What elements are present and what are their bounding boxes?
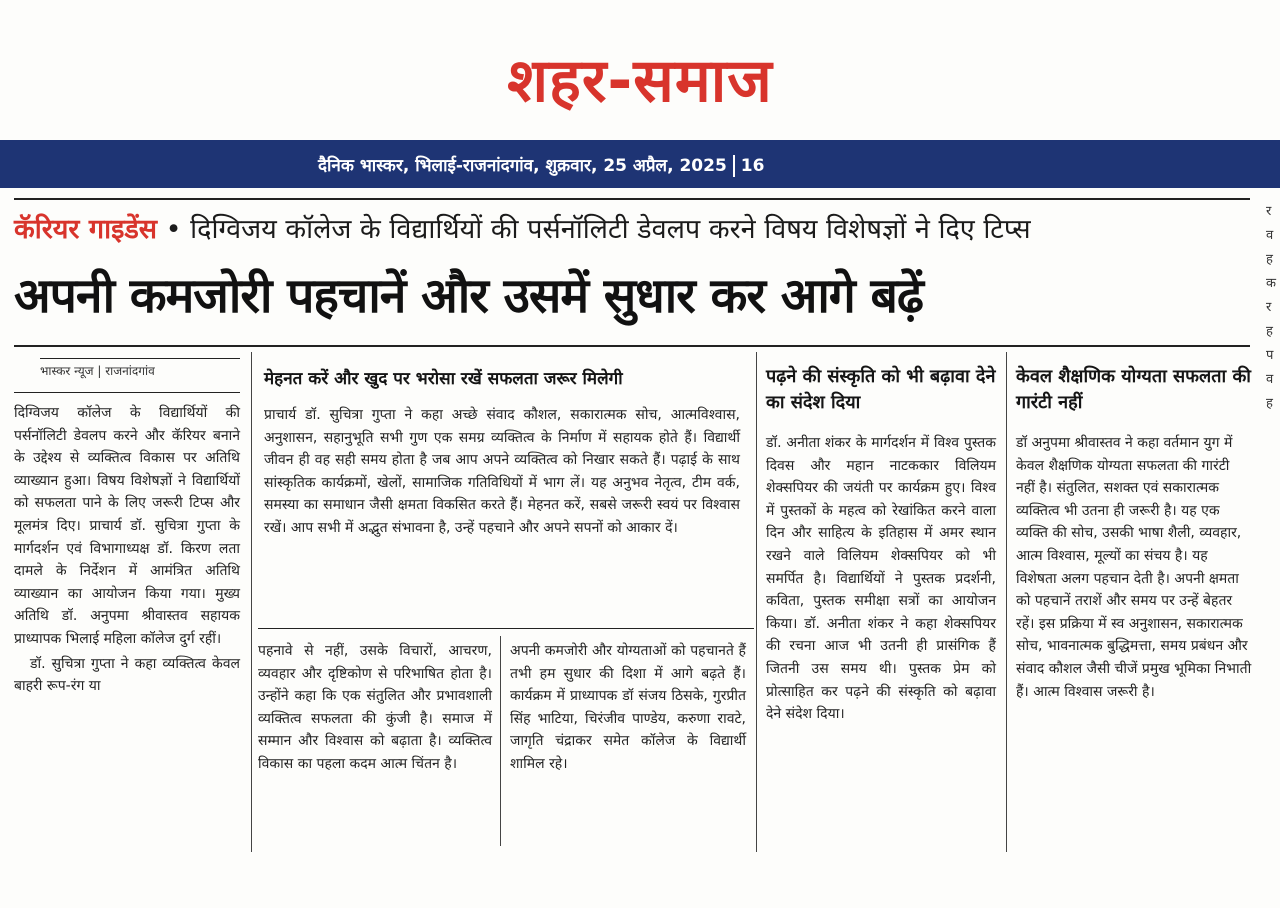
byline-bottom-rule — [14, 392, 240, 393]
center-top-body: प्राचार्य डॉ. सुचित्रा गुप्ता ने कहा अच्छे संवाद कौशल, सकारात्मक सोच, आत्मविश्वास, अनुशासन, सहानुभूति सभी गुण एक समग्र व्यक्तित्व के निर्माण में सहायक होते हैं। विद्यार्थी जीवन ही वह सही समय होता है जब आप अपने व्यक्तित्व को निखार सकते हैं। पढ़ाई के साथ सांस्कृतिक कार्यक्रमों, खेलों, सामाजिक गतिविधियों में भाग लें। यह अनुभव नेतृत्व, टीम वर्क, समस्या का समाधान जैसी क्षमता विकसित करते हैं। मेहनत करें, सबसे जरूरी स्वयं पर विश्वास रखें। आप सभी में अद्भुत संभावना है, उन्हें पहचाने और अपने सपनों को आकार दें। — [264, 407, 740, 536]
kicker — [14, 208, 1031, 252]
page-number: 16 — [740, 156, 765, 176]
col1-text — [14, 402, 240, 698]
kicker-tag: कॅरियर गाइडेंस — [14, 214, 158, 245]
date-text: दैनिक भास्कर, भिलाई-राजनांदगांव, शुक्रवार, 25 अप्रैल, 2025 — [318, 156, 727, 176]
col2-text: पहनावे से नहीं, उसके विचारों, आचरण, व्यवहार और दृष्टिकोण से परिभाषित होता है। उन्होंने कहा कि एक संतुलित और प्रभावशाली व्यक्तित्व सफलता की कुंजी है। समाज में सम्मान और विश्वास को बढ़ाता है। व्यक्तित्व विकास का पहला कदम आत्म चिंतन है। — [258, 643, 492, 772]
col1-paragraph-2: डॉ. सुचित्रा गुप्ता ने कहा व्यक्तित्व केवल बाहरी रूप-रंग या — [14, 655, 240, 695]
kicker-top-rule — [14, 198, 1250, 200]
col4-subhead: पढ़ने की संस्कृति को भी बढ़ावा देने का संदेश दिया — [766, 366, 996, 413]
headline-bottom-rule — [14, 345, 1250, 347]
adjacent-article-edge: र व ह क र ह प व ह — [1266, 204, 1276, 411]
column-divider-1 — [251, 352, 252, 852]
date-line — [318, 150, 764, 182]
center-divider-rule — [258, 628, 754, 629]
col5-text: डॉ अनुपमा श्रीवास्तव ने कहा वर्तमान युग में केवल शैक्षणिक योग्यता सफलता की गारंटी नहीं है। संतुलित, सशक्त एवं सकारात्मक व्यक्तित्व भी उतना ही जरूरी है। यह एक व्यक्ति की सोच, उसकी भाषा शैली, व्यवहार, आत्म विश्वास, मूल्यों का संचय है। यह विशेषता अलग पहचान देती है। अपनी क्षमता को पहचानें तराशें और समय पर उन्हें बेहतर रहें। इस प्रक्रिया में स्व अनुशासन, सकारात्मक सोच, भावनात्मक बुद्धिमत्ता, समय प्रबंधन और संवाद कौशल जैसी चीजें प्रमुख भूमिका निभाती हैं। आत्म विश्वास जरूरी है। — [1016, 435, 1252, 700]
headline: अपनी कमजोरी पहचानें और उसमें सुधार कर आगे बढ़ें — [14, 268, 923, 324]
column-divider-4 — [1006, 352, 1007, 852]
col5-subhead: केवल शैक्षणिक योग्यता सफलता की गारंटी नहीं — [1016, 366, 1251, 413]
date-separator — [733, 155, 735, 177]
kicker-text: दिग्विजय कॉलेज के विद्यार्थियों की पर्सनॉलिटी डेवलप करने विषय विशेषज्ञों ने दिए टिप्स — [190, 214, 1031, 245]
col4-text: डॉ. अनीता शंकर के मार्गदर्शन में विश्व पुस्तक दिवस और महान नाटककार विलियम शेक्सपियर की जयंती पर कार्यक्रम हुए। विश्व में पुस्तकों के महत्व को रेखांकित करने वाला दिन और साहित्य के इतिहास में अमर स्थान रखने वाले विलियम शेक्सपियर को भी समर्पित है। विद्यार्थियों ने पुस्तक प्रदर्शनी, कविता, पुस्तक समीक्षा सत्रों का आयोजन किया। डॉ. अनीता शंकर ने कहा शेक्सपियर की रचना आज भी उतनी ही प्रासंगिक हैं जितनी उस समय थी। पुस्तक प्रेम को प्रोत्साहित कर पढ़ने की संस्कृति को बढ़ावा देने संदेश दिया। — [766, 435, 996, 723]
column-divider-3 — [756, 352, 757, 852]
col3-text: अपनी कमजोरी और योग्यताओं को पहचानते हैं तभी हम सुधार की दिशा में आगे बढ़ते हैं। कार्यक्रम में प्राध्यापक डॉ संजय ठिसके, गुरप्रीत सिंह भाटिया, चिरंजीव पाण्डेय, करुणा रावटे, जागृति चंद्राकर समेत कॉलेज के विद्यार्थी शामिल रहे। — [510, 643, 746, 772]
masthead-title: शहर-समाज — [507, 46, 773, 116]
byline-top-rule — [40, 358, 240, 359]
col1-paragraph-1: दिग्विजय कॉलेज के विद्यार्थियों की पर्सनॉलिटी डेवलप करने और कॅरियर बनाने के उद्देश्य से व्यक्तित्व विकास पर अतिथि व्याख्यान हुआ। विषय विशेषज्ञों ने विद्यार्थियों को सफलता पाने के लिए जरूरी टिप्स और मूलमंत्र दिए। प्राचार्य डॉ. सुचित्रा गुप्ता के मार्गदर्शन एवं विभागाध्यक्ष डॉ. किरण लता दामले के निर्देशन में आमंत्रित अतिथि व्याख्यान का आयोजन किया गया। मुख्य अतिथि डॉ. अनुपमा श्रीवास्तव सहायक प्राध्यापक भिलाई महिला कॉलेज दुर्ग रहीं। — [14, 405, 240, 647]
column-divider-2 — [500, 636, 501, 846]
kicker-bullet: • — [165, 214, 182, 245]
center-subhead: मेहनत करें और खुद पर भरोसा रखें सफलता जरूर मिलेगी — [264, 369, 623, 389]
byline: भास्कर न्यूज | राजनांदगांव — [40, 364, 155, 378]
